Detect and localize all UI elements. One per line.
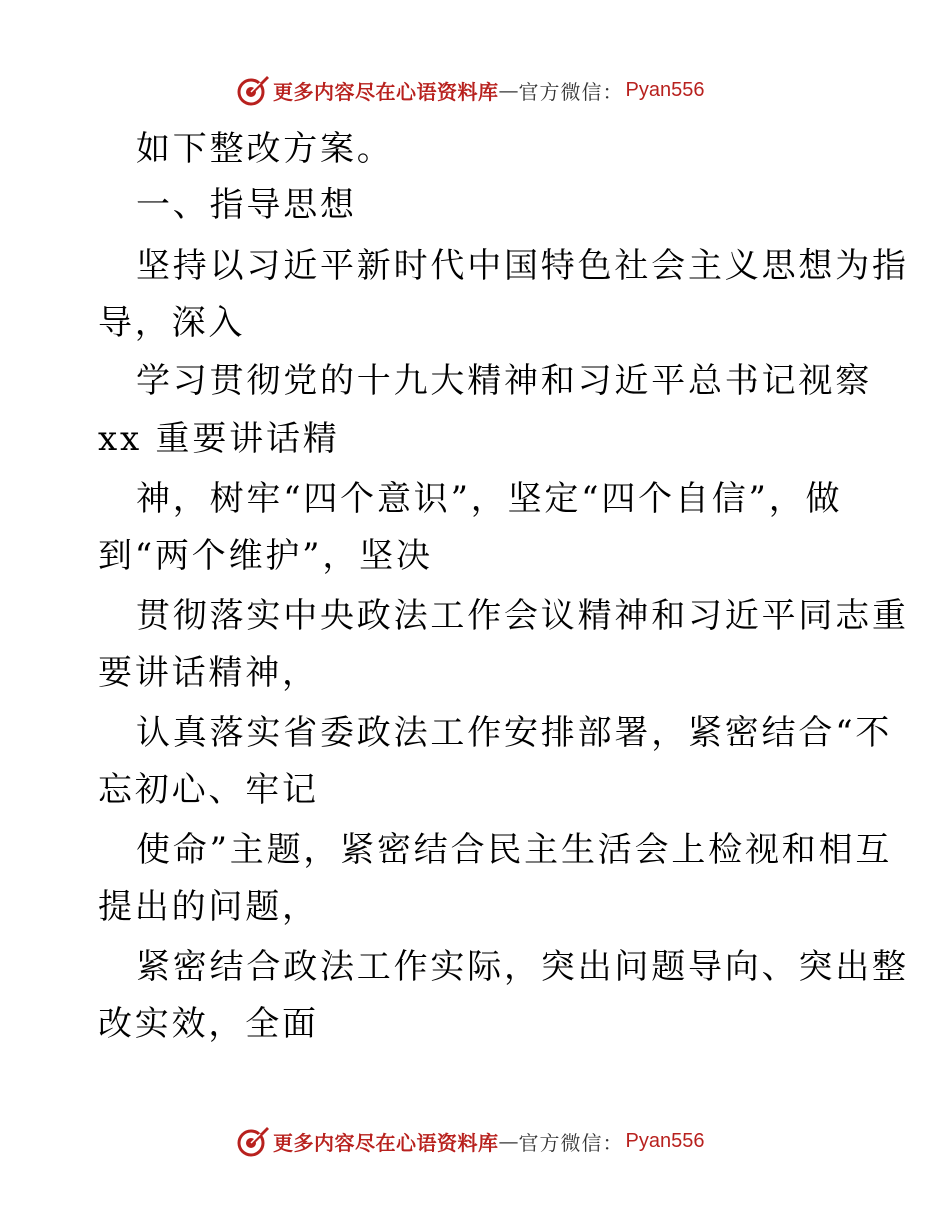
body-line-7: 神，树牢“四个意识”，坚定“四个自信”，做 — [136, 479, 843, 519]
body-line-8: 到“两个维护”，坚决 — [98, 536, 433, 576]
body-line-12: 忘初心、牢记 — [98, 770, 319, 810]
body-line-16: 改实效，全面 — [98, 1004, 319, 1044]
pen-nib-logo-icon — [236, 1124, 270, 1158]
footer-wechat-label: 官方微信： — [518, 1130, 624, 1155]
body-line-14: 提出的问题， — [98, 887, 319, 927]
header-wechat-label: 官方微信： — [518, 79, 624, 104]
footer-banner — [236, 1121, 704, 1161]
body-line-6: xx 重要讲话精 — [98, 419, 340, 459]
body-line-15: 紧密结合政法工作实际，突出问题导向、突出整 — [136, 947, 909, 987]
body-line-3: 坚持以习近平新时代中国特色社会主义思想为指 — [136, 246, 909, 286]
body-line-11: 认真落实省委政法工作安排部署，紧密结合“不 — [136, 713, 893, 753]
body-line-1: 如下整改方案。 — [136, 129, 394, 169]
pen-nib-logo-icon — [236, 73, 270, 107]
footer-brand-text: 更多内容尽在心语资料库 — [273, 1130, 499, 1155]
body-line-5: 学习贯彻党的十九大精神和习近平总书记视察 — [136, 361, 872, 401]
body-line-10: 要讲话精神， — [98, 653, 319, 693]
body-line-4: 导，深入 — [98, 303, 246, 343]
body-line-13: 使命”主题，紧密结合民主生活会上检视和相互 — [136, 830, 893, 870]
footer-wechat-id: Pyan556 — [625, 1129, 705, 1152]
header-banner — [236, 70, 704, 110]
header-wechat-id: Pyan556 — [625, 78, 705, 101]
header-brand-text: 更多内容尽在心语资料库 — [273, 79, 499, 104]
footer-separator: — — [498, 1129, 519, 1153]
body-line-9: 贯彻落实中央政法工作会议精神和习近平同志重 — [136, 596, 909, 636]
header-separator: — — [498, 78, 519, 102]
section-heading: 一、指导思想 — [136, 185, 357, 225]
